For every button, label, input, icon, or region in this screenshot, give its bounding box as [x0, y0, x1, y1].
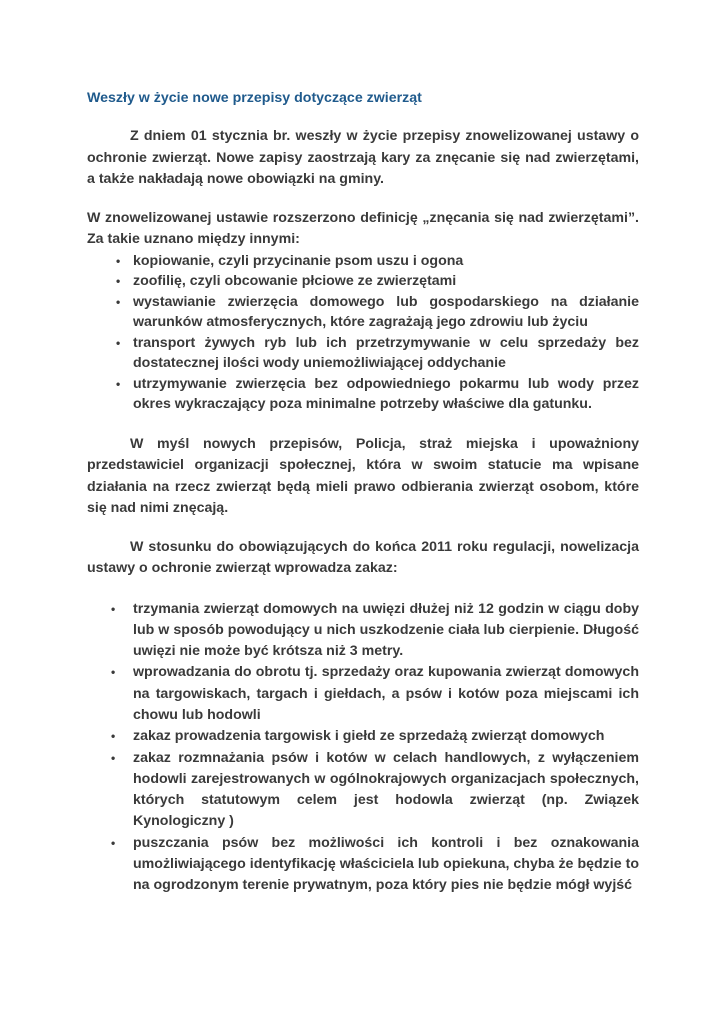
document-page — [87, 88, 639, 897]
list-item-text: puszczania psów bez możliwości ich kontroli i bez oznakowania umożliwiającego identyfikację właściciela lub opiekuna, chyba że będzie to na ogrodzonym terenie prywatnym, poza który pies nie będzie mógł wyjść — [133, 834, 639, 894]
bullet-icon: • — [111, 729, 116, 744]
bullet-icon: • — [116, 335, 121, 350]
list-item — [87, 748, 639, 833]
ban-intro-paragraph: W stosunku do obowiązujących do końca 2011 roku regulacji, nowelizacja ustawy o ochronie zwierząt wprowadza zakaz: — [87, 538, 639, 576]
bullet-icon: • — [116, 376, 121, 391]
bullet-icon: • — [116, 253, 121, 268]
intro-paragraph: Z dniem 01 stycznia br. weszły w życie przepisy znowelizowanej ustawy o ochronie zwierząt. Nowe zapisy zaostrzają kary za znęcanie się nad zwierzętami, a także nakładają nowe obowiązki na gminy. — [87, 128, 639, 187]
list-item — [87, 726, 639, 747]
bullet-icon: • — [111, 665, 116, 680]
ban-list — [87, 599, 639, 897]
list-item-text: utrzymywanie zwierzęcia bez odpowiedniego pokarmu lub wody przez okres wykraczający poza minimalne potrzeby właściwe dla gatunku. — [133, 375, 639, 412]
bullet-icon: • — [111, 835, 116, 850]
list-item-text: trzymania zwierząt domowych na uwięzi dłużej niż 12 godzin w ciągu doby lub w sposób powodujący u nich uszkodzenie ciała lub cierpienie. Długość uwięzi nie może być krótsza niż 3 metry. — [133, 600, 639, 660]
bullet-icon: • — [116, 274, 121, 288]
list-item — [87, 599, 639, 663]
list-item-text: zakaz rozmnażania psów i kotów w celach handlowych, z wyłączeniem hodowli zarejestrowanych w ogólnokrajowych organizacjach społecznych, których statutowym celem jest hodowla zwierząt (np. Związek Kynologiczny ) — [133, 749, 639, 830]
list-item — [87, 292, 639, 333]
document-title: Weszły w życie nowe przepisy dotyczące zwierząt — [87, 90, 422, 106]
list-item-text: zoofilię, czyli obcowanie płciowe ze zwierzętami — [133, 273, 457, 289]
list-item — [87, 662, 639, 726]
list-item-text: zakaz prowadzenia targowisk i giełd ze sprzedażą zwierząt domowych — [133, 728, 605, 745]
list-item-text: wystawianie zwierzęcia domowego lub gospodarskiego na działanie warunków atmosferycznych, które zagrażają jego zdrowiu lub życiu — [133, 293, 639, 330]
cruelty-list — [87, 251, 639, 415]
police-paragraph: W myśl nowych przepisów, Policja, straż miejska i upoważniony przedstawiciel organizacji społecznej, która w swoim statucie ma wpisane działania na rzecz zwierząt będą mieli prawo odbierania zwierząt osobom, które się nad nimi znęcają. — [87, 435, 639, 516]
list-item-text: kopiowanie, czyli przycinanie psom uszu i ogona — [133, 252, 464, 269]
definition-paragraph: W znowelizowanej ustawie rozszerzono definicję „znęcania się nad zwierzętami”. Za takie uznano między innymi: — [87, 209, 639, 247]
list-item — [87, 374, 639, 415]
list-item — [87, 271, 639, 292]
bullet-icon: • — [111, 601, 116, 616]
list-item-text: wprowadzania do obrotu tj. sprzedaży oraz kupowania zwierząt domowych na targowiskach, targach i giełdach, a psów i kotów poza miejscami ich chowu lub hodowli — [133, 664, 639, 723]
list-item — [87, 333, 639, 374]
list-item — [87, 251, 639, 272]
bullet-icon: • — [111, 750, 116, 765]
list-item-text: transport żywych ryb lub ich przetrzymywanie w celu sprzedaży bez dostatecznej ilości wody uniemożliwiającej oddychanie — [133, 334, 639, 371]
bullet-icon: • — [116, 294, 121, 309]
list-item — [87, 833, 639, 897]
